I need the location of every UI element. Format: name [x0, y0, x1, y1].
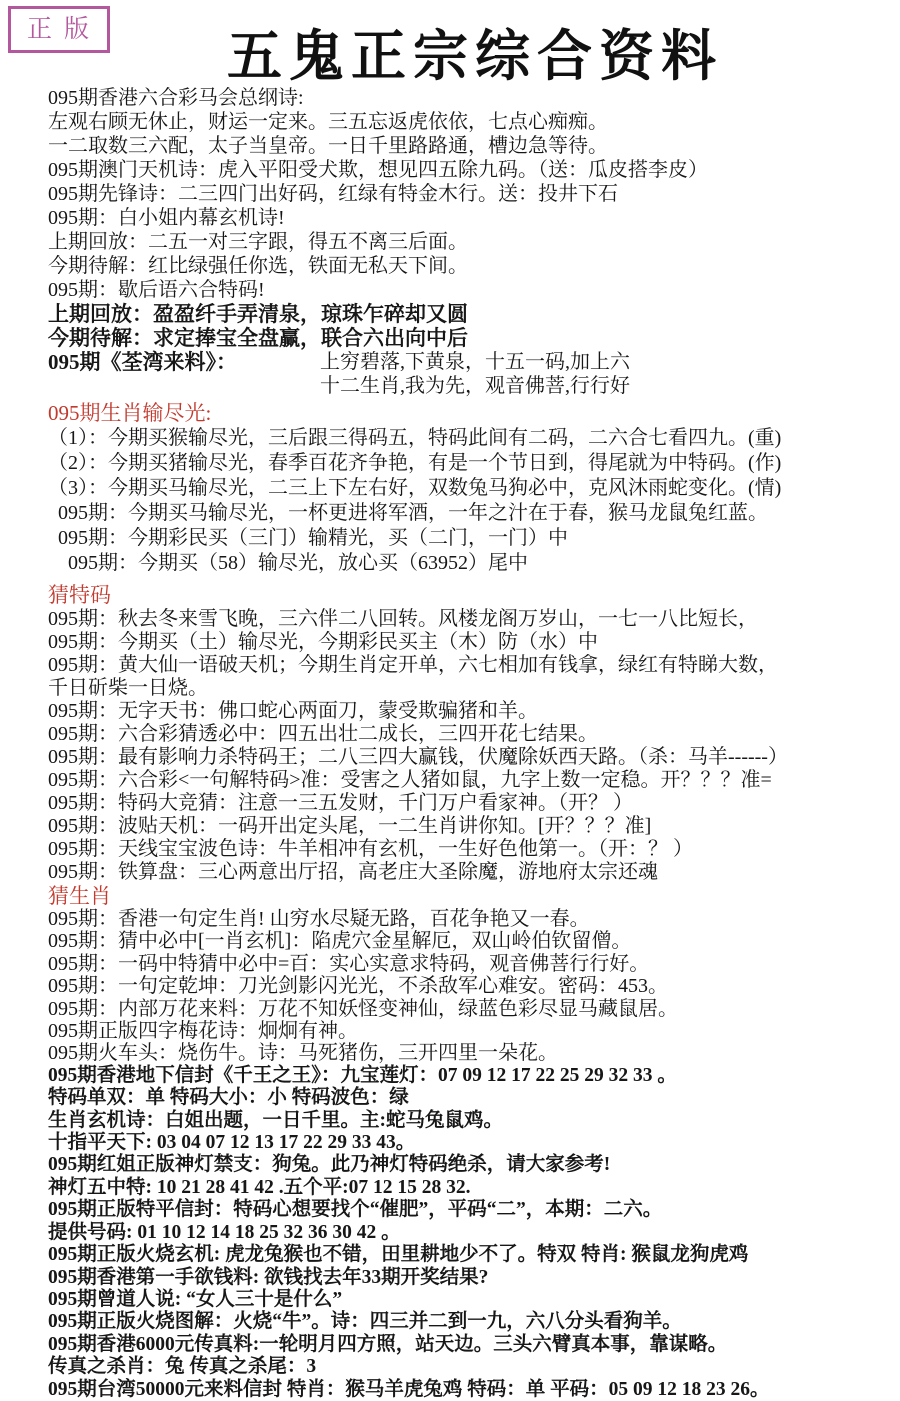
text-line: 上期回放：二五一对三字跟，得五不离三后面。	[48, 231, 468, 253]
text-line: 今期待解：求定捧宝全盘赢，联合六出向中后	[48, 326, 468, 350]
section-shengxiao	[48, 908, 900, 1401]
page-title: 五鬼正宗综合资料	[226, 26, 723, 87]
text-line: 095期：歇后语六合特码!	[48, 279, 265, 301]
text-line: 095期香港地下信封《千王之王》：九宝莲灯：07 09 12 17 22 25 29 32 33 。	[48, 1064, 677, 1086]
text-line: 095期：六合彩<一句解特码>准：受害之人猪如鼠，九字上数一定稳。开？？？准=	[48, 769, 772, 791]
text-line: 十二生肖,我为先，观音佛菩,行行好	[320, 375, 630, 397]
text-line: 传真之杀肖：兔 传真之杀尾：3	[48, 1356, 317, 1378]
text-line: 095期：今期买（土）输尽光，今期彩民买主（木）防（水）中	[48, 631, 598, 653]
text-line: 生肖玄机诗：白姐出题，一日千里。主:蛇马兔鼠鸡。	[48, 1109, 503, 1131]
section-header-tema: 猜特码	[48, 583, 111, 607]
text-line: 095期：一码中特猜中必中=百：实心实意求特码，观音佛菩行行好。	[48, 952, 650, 975]
text-line: 上期回放：盈盈纤手弄清泉，琼珠乍碎却又圆	[48, 302, 468, 326]
text-line: 095期：猜中必中[一肖玄机]：陷虎穴金星解厄，双山岭伯钦留僧。	[48, 930, 632, 953]
text-line: 095期香港六合彩马会总纲诗:	[48, 87, 304, 109]
text-line: 095期：内部万花来料：万花不知妖怪变神仙，绿蓝色彩尽显马藏鼠居。	[48, 997, 678, 1020]
text-line: 095期正版特平信封：特码心想要找个“催肥”，平码“二”，本期：二六。	[48, 1199, 663, 1221]
text-line: 095期台湾50000元来料信封 特肖：猴马羊虎兔鸡 特码：单 平码：05 09 12 18 23 26。	[48, 1378, 770, 1400]
text-line: 095期：今期买（58）输尽光，放心买（63952）尾中	[68, 552, 528, 574]
text-line: （3）：今期买马输尽光，二三上下左右好，双数兔马狗必中，克风沐雨蛇变化。(情)	[48, 477, 782, 499]
text-line: 095期先锋诗：二三四门出好码，红绿有特金木行。送：投井下石	[48, 183, 618, 205]
text-line: 上穷碧落,下黄泉，十五一码,加上六	[320, 351, 630, 373]
text-line: 095期：今期彩民买（三门）输精光，买（二门，一门）中	[58, 527, 568, 549]
quanwan-verse	[320, 350, 630, 398]
text-line: 095期红姐正版神灯禁支：狗兔。此乃神灯特码绝杀，请大家参考!	[48, 1154, 611, 1176]
text-line: 左观右顾无休止，财运一定来。三五忘返虎依依，七点心痴痴。	[48, 111, 608, 133]
text-line: 十指平天下: 03 04 07 12 13 17 22 29 33 43。	[48, 1132, 416, 1154]
text-line: 095期正版四字梅花诗：炯炯有神。	[48, 1020, 358, 1043]
text-line: 095期：特码大竞猜：注意一三五发财，千门万户看家神。（开？ ）	[48, 792, 633, 814]
text-line: 095期火车头：烧伤牛。诗：马死猪伤，三开四里一朵花。	[48, 1042, 558, 1065]
text-line: 千日斫柴一日烧。	[48, 677, 208, 699]
text-line: （2）：今期买猪输尽光，春季百花齐争艳，有是一个节日到，得尾就为中特码。(作)	[48, 452, 782, 474]
section-intro	[48, 86, 900, 398]
text-line: 一二取数三六配，太子当皇帝。一日千里路路通，槽边急等待。	[48, 135, 608, 157]
text-line: 095期：天线宝宝波色诗：牛羊相冲有玄机，一生好色他第一。（开：？ ）	[48, 838, 693, 860]
section-header-shuxiang: 095期生肖输尽光:	[48, 401, 212, 425]
text-line: 095期：一句定乾坤：刀光剑影闪光光，不杀敌军心难安。密码：453。	[48, 975, 668, 998]
authentic-badge: 正版	[8, 6, 110, 53]
text-line: 095期曾道人说: “女人三十是什么”	[48, 1288, 343, 1310]
text-line: 095期正版火烧图解：火烧“牛”。诗：四三并二到一九，六八分头看狗羊。	[48, 1311, 682, 1333]
text-line: 095期澳门天机诗：虎入平阳受犬欺，想见四五除九码。（送：瓜皮搭李皮）	[48, 159, 708, 181]
text-line: 095期正版火烧玄机: 虎龙兔猴也不错，田里耕地少不了。特双 特肖: 猴鼠龙狗虎鸡	[48, 1244, 749, 1266]
section-header-shengxiao: 猜生肖	[48, 884, 111, 908]
quanwan-block	[48, 350, 900, 398]
text-line: 095期：白小姐内幕玄机诗!	[48, 207, 285, 229]
text-line: 095期：今期买马输尽光，一杯更进将军酒，一年之汁在于春，猴马龙鼠兔红蓝。	[58, 502, 768, 524]
text-line: 095期：六合彩猜透必中：四五出壮二成长，三四开花七结果。	[48, 723, 598, 745]
text-line: （1）：今期买猴输尽光，三后跟三得码五，特码此间有二码，二六合七看四九。(重)	[48, 427, 782, 449]
text-line: 今期待解：红比绿强任你选，铁面无私天下间。	[48, 255, 468, 277]
text-line: 095期香港第一手欲钱料: 欲钱找去年33期开奖结果?	[48, 1266, 489, 1288]
section-shuxiang	[48, 426, 900, 576]
text-line: 095期：黄大仙一语破天机；今期生肖定开单，六七相加有钱拿，绿红有特睇大数，	[48, 654, 778, 676]
text-line: 095期：波贴天机：一码开出定头尾，一二生肖讲你知。[开？？？准]	[48, 815, 652, 837]
content-area	[48, 86, 900, 1401]
quanwan-label: 095期《荃湾来料》：	[48, 350, 237, 374]
section-tema	[48, 608, 900, 884]
text-line: 095期：铁算盘：三心两意出厅招，高老庄大圣除魔，游地府太宗还魂	[48, 861, 658, 883]
text-line: 095期：最有影响力杀特码王；二八三四大赢钱，伏魔除妖西天路。（杀：马羊------）	[48, 746, 788, 768]
text-line: 095期：无字天书：佛口蛇心两面刀，蒙受欺骗猪和羊。	[48, 700, 538, 722]
text-line: 095期香港6000元传真料:一轮明月四方照，站天边。三头六臂真本事，靠谋略。	[48, 1333, 728, 1355]
text-line: 神灯五中特: 10 21 28 41 42 .五个平:07 12 15 28 32.	[48, 1176, 471, 1198]
text-line: 095期：香港一句定生肖! 山穷水尽疑无路，百花争艳又一春。	[48, 908, 590, 930]
text-line: 特码单双：单 特码大小：小 特码波色：绿	[48, 1087, 409, 1109]
text-line: 提供号码: 01 10 12 14 18 25 32 36 30 42 。	[48, 1221, 401, 1243]
text-line: 095期：秋去冬来雪飞晚，三六伴二八回转。风楼龙阁万岁山，一七一八比短长，	[48, 608, 758, 630]
